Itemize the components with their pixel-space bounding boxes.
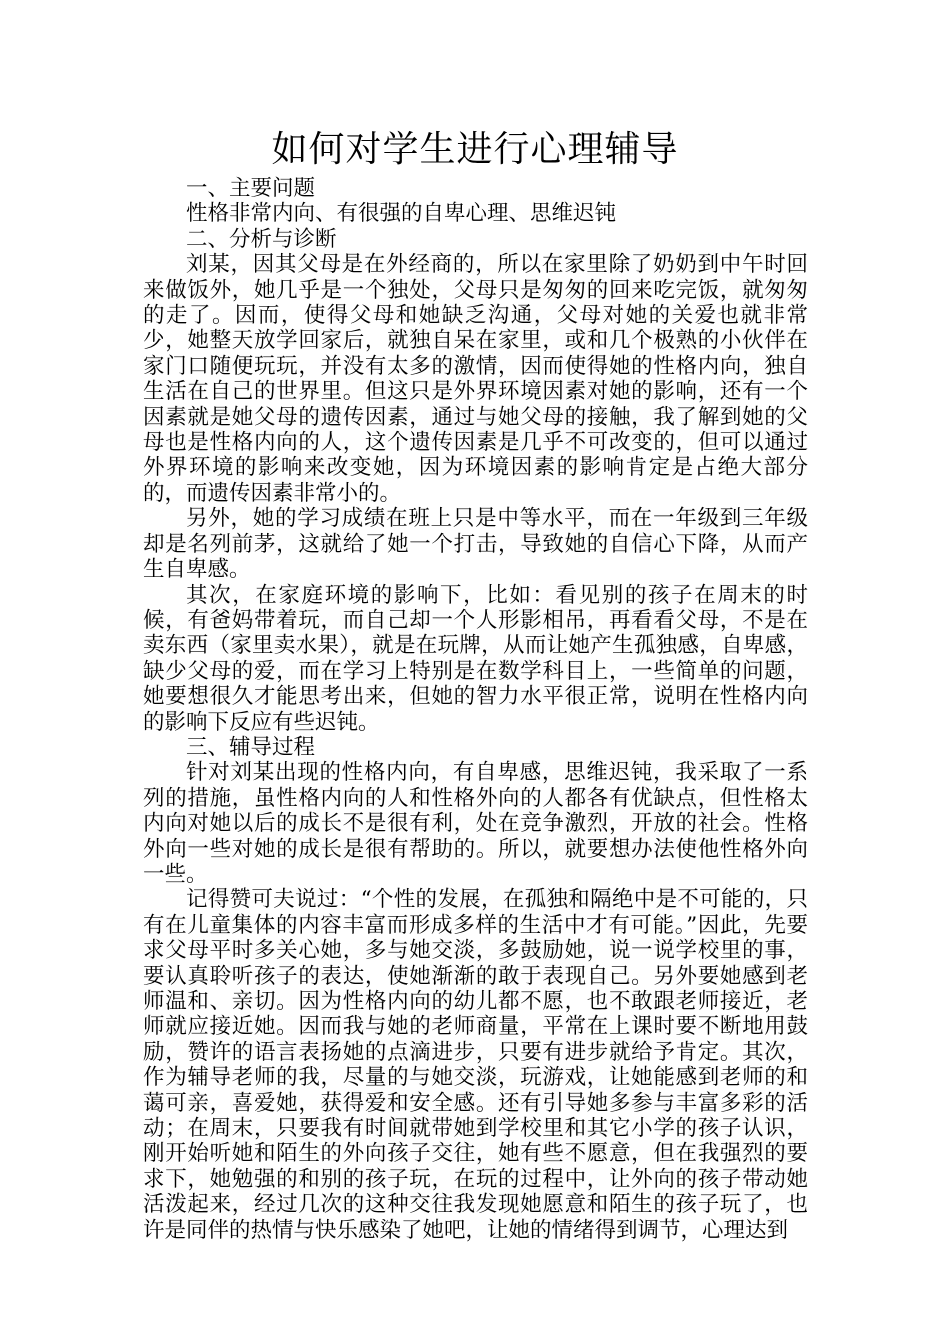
paragraph-analysis-grades: 另外，她的学习成绩在班上只是中等水平，而在一年级到三年级却是名列前茅，这就给了她一个打击，导致她的自信心下降，从而产生自卑感。 (143, 506, 808, 583)
section-heading-counseling: 三、辅导过程 (186, 734, 316, 760)
document-title: 如何对学生进行心理辅导 (271, 129, 679, 170)
section-heading-main-problem: 一、主要问题 (186, 176, 316, 201)
paragraph-counseling-measures: 针对刘某出现的性格内向，有自卑感，思维迟钝，我采取了一系列的措施，虽性格内向的人和性格外向的人都各有优缺点，但性格太内向对她以后的成长不是很有利，处在竞争激烈，开放的社会。性格外向一些对她的成长是很有帮助的。所以，就要想办法使他性格外向一些。 (143, 760, 808, 887)
paragraph-analysis-environment: 其次，在家庭环境的影响下，比如：看见别的孩子在周末的时候，有爸妈带着玩，而自己却一个人形影相吊，再看看父母，不是在卖东西（家里卖水果），就是在玩牌，从而让她产生孤独感，自卑感，缺少父母的爱，而在学习上特别是在数学科目上，一些简单的问题，她要想很久才能思考出来，但她的智力水平很正常，说明在性格内向的影响下反应有些迟钝。 (143, 582, 808, 735)
paragraph-problem-summary: 性格非常内向、有很强的自卑心理、思维迟钝 (186, 201, 617, 227)
paragraph-analysis-family: 刘某，因其父母是在外经商的，所以在家里除了奶奶到中午时回来做饭外，她几乎是一个独处，父母只是匆匆的回来吃完饭，就匆匆的走了。因而，使得父母和她缺乏沟通，父母对她的关爱也就非常少，她整天放学回家后，就独自呆在家里，或和几个极熟的小伙伴在家门口随便玩玩，并没有太多的激情，因而使得她的性格内向，独自生活在自己的世界里。但这只是外界环境因素对她的影响，还有一个因素就是她父母的遗传因素，通过与她父母的接触，我了解到她的父母也是性格内向的人，这个遗传因素是几乎不可改变的，但可以通过外界环境的影响来改变她，因为环境因素的影响肯定是占绝大部分的，而遗传因素非常小的。 (143, 252, 808, 506)
section-heading-analysis: 二、分析与诊断 (186, 226, 337, 252)
paragraph-counseling-process: 记得赞可夫说过：“个性的发展，在孤独和隔绝中是不可能的，只有在儿童集体的内容丰富而形成多样的生活中才有可能。”因此，先要求父母平时多关心她，多与她交淡，多鼓励她，说一说学校里的事，要认真聆听孩子的表达，使她渐渐的敢于表现自己。另外要她感到老师温和、亲切。因为性格内向的幼儿都不愿，也不敢跟老师接近，老师就应接近她。因而我与她的老师商量，平常在上课时要不断地用鼓励，赞许的语言表扬她的点滴进步，只要有进步就给予肯定。其次，作为辅导老师的我，尽量的与她交淡，玩游戏，让她能感到老师的和蔼可亲，喜爱她，获得爱和安全感。还有引导她多参与丰富多彩的活动；在周末，只要我有时间就带她到学校里和其它小学的孩子认识，刚开始听她和陌生的外向孩子交往，她有些不愿意，但在我强烈的要求下，她勉强的和别的孩子玩，在玩的过程中，让外向的孩子带动她活泼起来，经过几次的这种交往我发现她愿意和陌生的孩子玩了，也许是同伴的热情与快乐感染了她吧，让她的情绪得到调节，心理达到 (143, 887, 808, 1243)
document-body (143, 176, 808, 1243)
